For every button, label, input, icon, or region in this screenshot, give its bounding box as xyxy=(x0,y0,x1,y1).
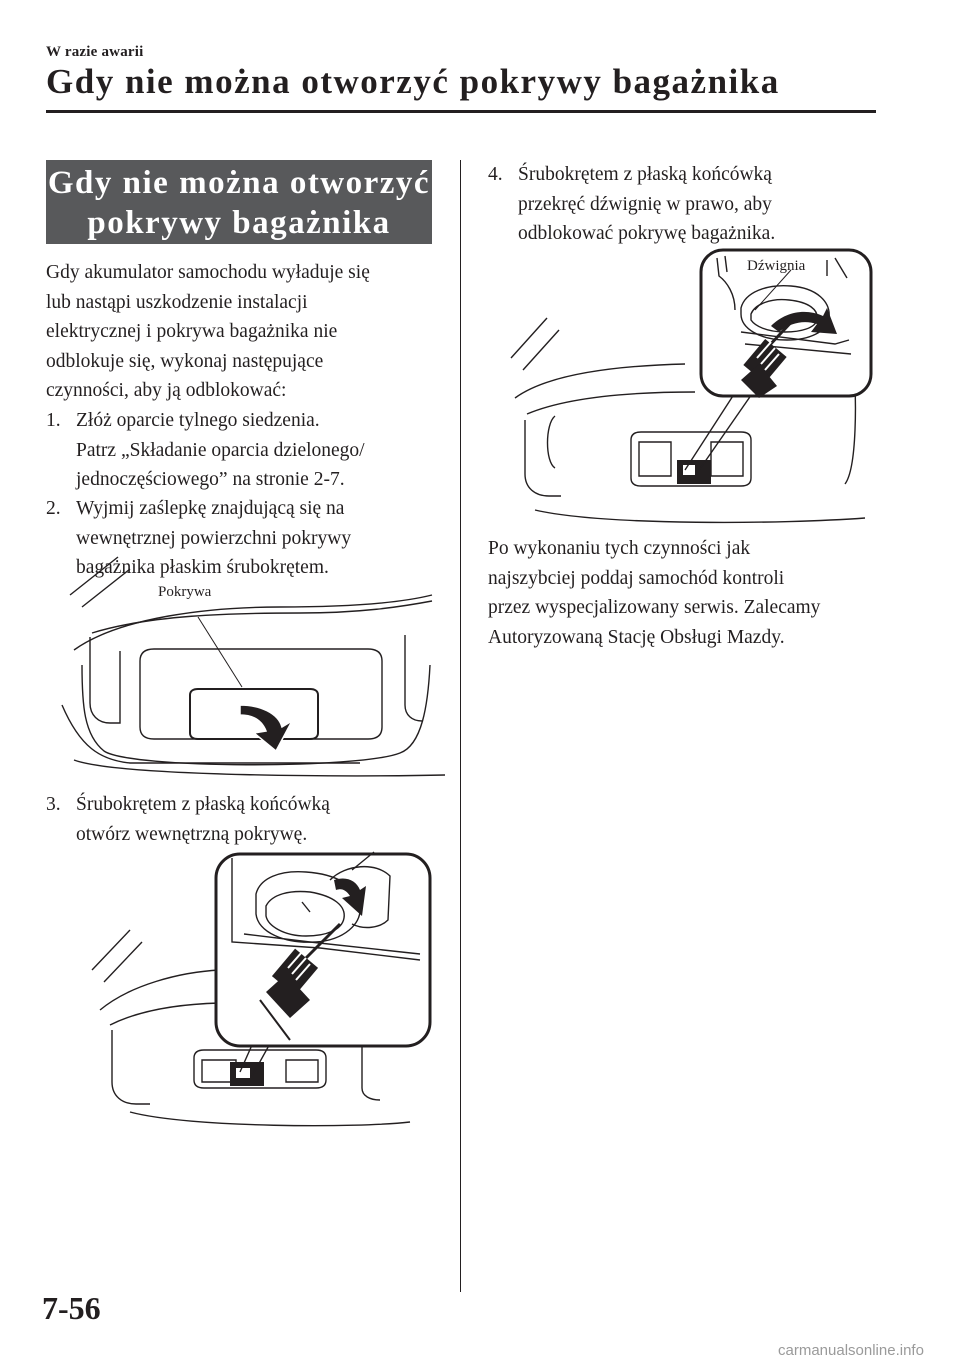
step-line: Złóż oparcie tylnego siedzenia. xyxy=(76,410,320,431)
column-divider xyxy=(460,160,461,1292)
intro-paragraph xyxy=(46,258,446,406)
cover-callout: Pokrywa xyxy=(158,584,212,600)
inner-cover-illustration xyxy=(90,850,435,1130)
lever-release-illustration xyxy=(505,248,875,526)
step-line: jednoczęściowego” na stronie 2-7. xyxy=(76,469,345,490)
title-rule xyxy=(46,110,876,113)
step-line: bagażnika płaskim śrubokrętem. xyxy=(76,557,329,578)
section-banner-line-1: Gdy nie można otworzyć xyxy=(47,165,431,201)
closing-line: najszybciej poddaj samochód kontroli xyxy=(488,567,785,589)
step-number: 1. xyxy=(46,410,61,431)
step-line: Wyjmij zaślepkę znajdującą się na xyxy=(76,498,345,519)
step-line: wewnętrznej powierzchni pokrywy xyxy=(76,527,352,549)
page-title: Gdy nie można otworzyć pokrywy bagażnika xyxy=(46,62,780,101)
closing-paragraph xyxy=(488,534,888,652)
step-line: przekręć dźwignię w prawo, aby xyxy=(518,193,772,215)
step-4 xyxy=(488,160,888,249)
step-number: 2. xyxy=(46,498,61,519)
step-3 xyxy=(46,790,446,849)
watermark: carmanualsonline.info xyxy=(778,1342,924,1359)
intro-line: czynności, aby ją odblokować: xyxy=(46,380,287,401)
step-line: odblokować pokrywę bagażnika. xyxy=(518,223,776,244)
step-1 xyxy=(46,406,446,495)
closing-line: Autoryzowaną Stację Obsługi Mazdy. xyxy=(488,626,785,648)
step-line: otwórz wewnętrzną pokrywę. xyxy=(76,823,308,845)
page-number: 7-56 xyxy=(42,1290,101,1326)
step-line: Patrz „Składanie oparcia dzielonego/ xyxy=(76,439,365,461)
intro-line: elektrycznej i pokrywa bagażnika nie xyxy=(46,321,338,342)
closing-line: przez wyspecjalizowany serwis. Zalecamy xyxy=(488,597,821,618)
intro-line: lub nastąpi uszkodzenie instalacji xyxy=(46,291,308,313)
step-number: 3. xyxy=(46,794,61,815)
step-number: 4. xyxy=(488,164,503,185)
section-banner xyxy=(46,160,432,244)
closing-line: Po wykonaniu tych czynności jak xyxy=(488,538,751,559)
chapter-label: W razie awarii xyxy=(46,44,144,60)
step-line: Śrubokrętem z płaską końcówką xyxy=(76,794,330,815)
lever-callout: Dźwignia xyxy=(747,258,806,274)
step-line: Śrubokrętem z płaską końcówką xyxy=(518,164,772,185)
intro-line: odblokuje się, wykonaj następujące xyxy=(46,350,324,372)
intro-line: Gdy akumulator samochodu wyładuje się xyxy=(46,262,370,283)
section-banner-line-2: pokrywy bagażnika xyxy=(87,205,391,241)
cover-removal-illustration xyxy=(60,555,445,780)
